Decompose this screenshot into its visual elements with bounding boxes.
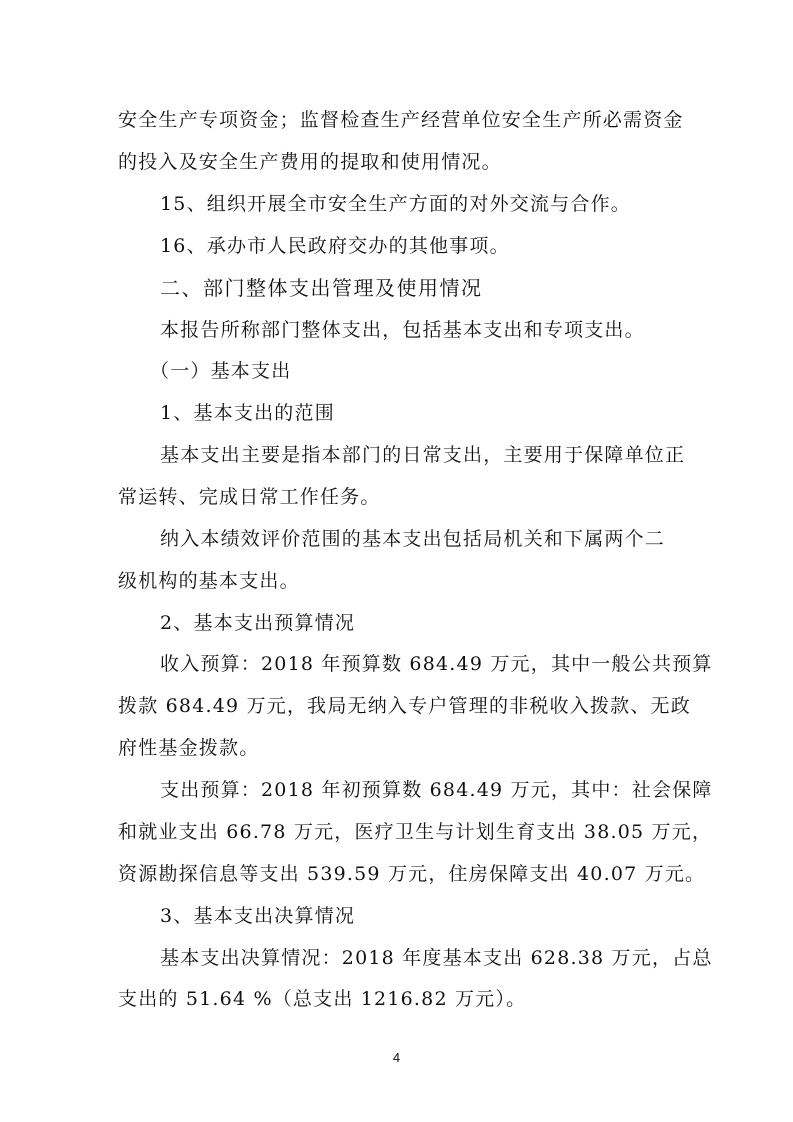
text-line: 安全生产专项资金；监督检查生产经营单位安全生产所必需资金 xyxy=(118,109,684,131)
text-line: 和就业支出 66.78 万元，医疗卫生与计划生育支出 38.05 万元， xyxy=(118,821,713,843)
text-line: 纳入本绩效评价范围的基本支出包括局机关和下属两个二 xyxy=(160,528,666,550)
text-line: 常运转、完成日常工作任务。 xyxy=(118,486,381,508)
text-line: 支出预算：2018 年初预算数 684.49 万元，其中：社会保障 xyxy=(160,779,713,801)
text-line: 拨款 684.49 万元，我局无纳入专户管理的非税收入拨款、无政 xyxy=(118,695,691,717)
subsection-heading: 1、基本支出的范围 xyxy=(160,402,335,424)
subsection-heading: （一）基本支出 xyxy=(150,360,292,382)
section-heading: 二、部门整体支出管理及使用情况 xyxy=(160,276,483,300)
subsection-heading: 3、基本支出决算情况 xyxy=(160,905,356,927)
text-line: 16、承办市人民政府交办的其他事项。 xyxy=(160,235,510,257)
text-line: 级机构的基本支出。 xyxy=(118,570,300,592)
page-number: 4 xyxy=(392,1050,401,1065)
text-line: 基本支出主要是指本部门的日常支出，主要用于保障单位正 xyxy=(160,444,686,466)
subsection-heading: 2、基本支出预算情况 xyxy=(160,612,356,634)
text-line: 资源勘探信息等支出 539.59 万元，住房保障支出 40.07 万元。 xyxy=(118,863,706,885)
text-line: 本报告所称部门整体支出，包括基本支出和专项支出。 xyxy=(160,319,645,341)
text-line: 府性基金拨款。 xyxy=(118,737,260,759)
text-line: 的投入及安全生产费用的提取和使用情况。 xyxy=(118,151,502,173)
text-line: 基本支出决算情况：2018 年度基本支出 628.38 万元，占总 xyxy=(160,947,713,969)
text-line: 15、组织开展全市安全生产方面的对外交流与合作。 xyxy=(160,193,631,215)
text-line: 收入预算：2018 年预算数 684.49 万元，其中一般公共预算 xyxy=(160,653,713,675)
text-line: 支出的 51.64 %（总支出 1216.82 万元）。 xyxy=(118,988,527,1010)
